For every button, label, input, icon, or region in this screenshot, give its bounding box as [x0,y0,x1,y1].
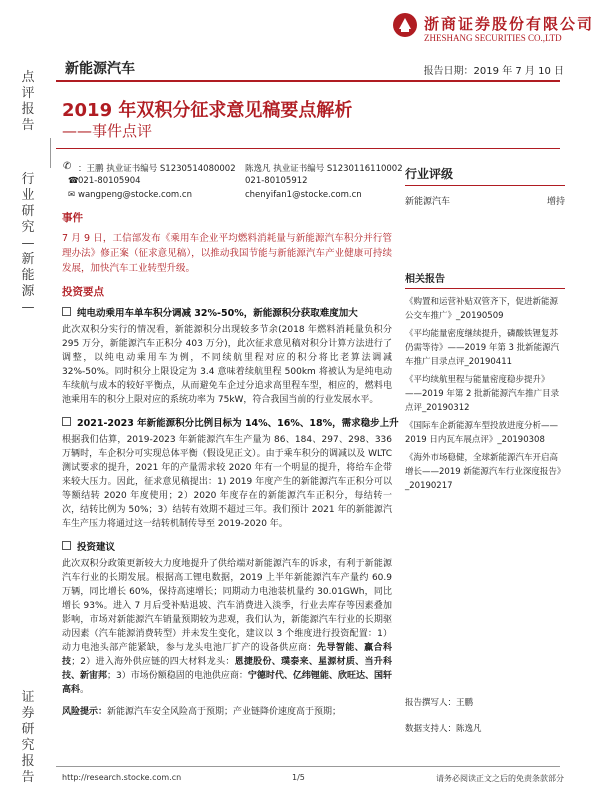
brand-name-en: ZHESHANG SECURITIES CO.,LTD [424,33,562,43]
point-3-text: 此次双积分政策更新较大力度地提升了供给端对新能源汽车的诉求，有利于新能源汽车行业的长期发展。根据高工锂电数据，2019 上半年新能源汽车产量约 60.9 万辆，同比增长 60%，保持高速增长；同期动力电池装机量约 30.01GWh，同比增长 93%。进入 7 月后受补贴退坡、汽车消费进入淡季，行业去库存等因素叠加影响，市场对新能源汽车销量预期较为悲观，我们认为，新能源汽车行业的长期驱动因素（汽车能源消费转型）并未发生变化，建议以 3 个维度进行投资配置：1）动力电池头部产能紧缺，参与龙头电池厂扩产的设备供应商：先导智能、赢合科技；2）进入海外供应链的四大材料龙头：恩捷股份、璞泰来、星源材质、当升科技、新宙邦；3）市场份额稳固的电池供应商：宁德时代、亿纬锂能、欣旺达、国轩高科。 [62,559,392,695]
related-report-item[interactable]: 《国际车企新能源车型投放进度分析——2019 日内瓦车展点评》_20190308 [405,421,559,445]
main-column [62,210,399,719]
phone-icon-2: ☎ [68,176,79,186]
sector-name: 新能源汽车 [65,61,135,77]
point-2-text: 根据我们估算，2019-2023 年新能源汽车生产量为 86、184、297、298、336 万辆时，车企积分可实现总体平衡（假设见正文）。由于乘车积分的调减以及 WLTC 测试要求的提升，2021 年的产量需求较 2020 年有一个明显的提升，将给车企带来较大压力。因此，征求意见稿提出：1) 2019 年度产生的新能源汽车正积分可以等额结转 2020 年度使用；2）2020 年度存在的新能源汽车正积分，每结转一次，结转比例为 50%；3）结转有效期不超过三年。我们预计 2021 年的新能源汽车生产压力将通过这一结转机制传导至 2019-2020 年。 [62,435,392,529]
rating-industry: 新能源汽车 [405,197,451,207]
report-type-vertical-label: 点评报告 [21,70,35,133]
related-report-item[interactable]: 《平均能量密度继续提升，磷酸铁锂复苏仍需等待》——2019 年第 3 批新能源汽车推广目录点评_20190411 [405,329,560,367]
analyst-2-phone: 021-80105912 [245,176,308,186]
point-3-title: 投资建议 [62,539,392,553]
footer-url[interactable]: http://research.stocke.com.cn [62,773,182,782]
analyst-2-email[interactable]: chenyifan1@stocke.com.cn [245,190,362,200]
company-logo-icon [392,12,418,38]
analyst-1-email[interactable]: wangpeng@stocke.com.cn [78,190,192,200]
point-2-title: 2021-2023 年新能源积分比例目标为 14%、16%、18%，需求稳步上升 [62,415,392,429]
report-title: 2019 年双积分征求意见稿要点解析 [62,100,353,121]
event-heading: 事件 [62,212,83,224]
point-1-text: 此次双积分实行的情况看，新能源积分出现较多节余(2018 年燃料消耗量负积分 295 万分，新能源汽车正积分 403 万分)，此次征求意见稿对积分计算方法进行了调整，以纯电动乘用车为例，不同续航里程对应的积分将比老算法调减 32%-50%。同时积分上限设定为 3.4 意味着续航里程 500km 将被认为是纯电动车续航与成本的较好平衡点，从而避免车企过分追求高里程车型，相应的，燃料电池乘用车的积分上限对应的系统功率为 75kW，符合我国当前的行业发展水平。 [62,325,392,405]
risk-warning: 风险提示：新能源汽车安全风险高于预期；产业链降价速度高于预期； [62,707,342,717]
event-text: 7 月 9 日，工信部发布《乘用车企业平均燃料消耗量与新能源汽车积分并行管理办法》修正案（征求意见稿），以推动我国节能与新能源汽车产业健康可持续发展，加快汽车工业转型升级。 [62,233,392,274]
bullet-icon [62,417,71,426]
analyst-1-phone: 021-80105904 [78,176,141,186]
related-heading: 相关报告 [405,274,445,285]
bullet-icon [62,541,71,550]
rating-row [405,194,565,207]
footer-divider [56,766,560,767]
brand-name-cn: 浙商证券股份有限公司 [424,15,595,33]
doc-vertical-label: 证券研究报告 [21,690,35,785]
investment-heading: 投资要点 [62,286,104,298]
data-contact: 数据支持人：陈逸凡 [405,724,482,734]
email-icon: ✉ [68,190,76,200]
phone-icon: ✆ [63,161,72,172]
related-report-item[interactable]: 《购置和运营补贴双管齐下，促进新能源公交车推广》_20190509 [405,297,559,321]
analyst-2-name: 陈逸凡 执业证书编号 S1230116110002 [245,164,403,174]
rating-panel [405,165,565,207]
footer-disclaimer: 请务必阅读正文之后的免责条款部分 [436,774,564,783]
category-vertical-label: 行业研究—新能源— [21,172,35,315]
rating-value: 增持 [546,197,565,207]
analyst-1-name: ：王鹏 执业证书编号 S1230514080002 [78,164,236,174]
page-number: 1/5 [292,773,305,782]
related-divider [405,288,565,289]
report-author: 报告撰写人：王鹏 [405,698,474,708]
rating-divider [405,185,565,186]
point-1-title: 纯电动乘用车单车积分调减 32%-50%，新能源积分获取难度加大 [62,305,392,319]
header-divider [56,80,560,82]
bullet-icon [62,307,71,316]
related-report-item[interactable]: 《海外市场稳健，全球新能源汽车开启高增长——2019 新能源汽车行业深度报告》_20190217 [405,453,562,491]
report-date: 报告日期：2019 年 7 月 10 日 [423,66,564,77]
related-reports-panel [405,270,565,497]
report-subtitle: ——事件点评 [62,122,153,140]
contacts-panel [405,696,565,734]
related-report-item[interactable]: 《平均续航里程与能量密度稳步提升》——2019 年第 2 批新能源汽车推广目录点评_20190312 [405,375,560,413]
left-divider [50,138,51,168]
rating-heading: 行业评级 [405,167,454,181]
title-divider [56,148,560,149]
